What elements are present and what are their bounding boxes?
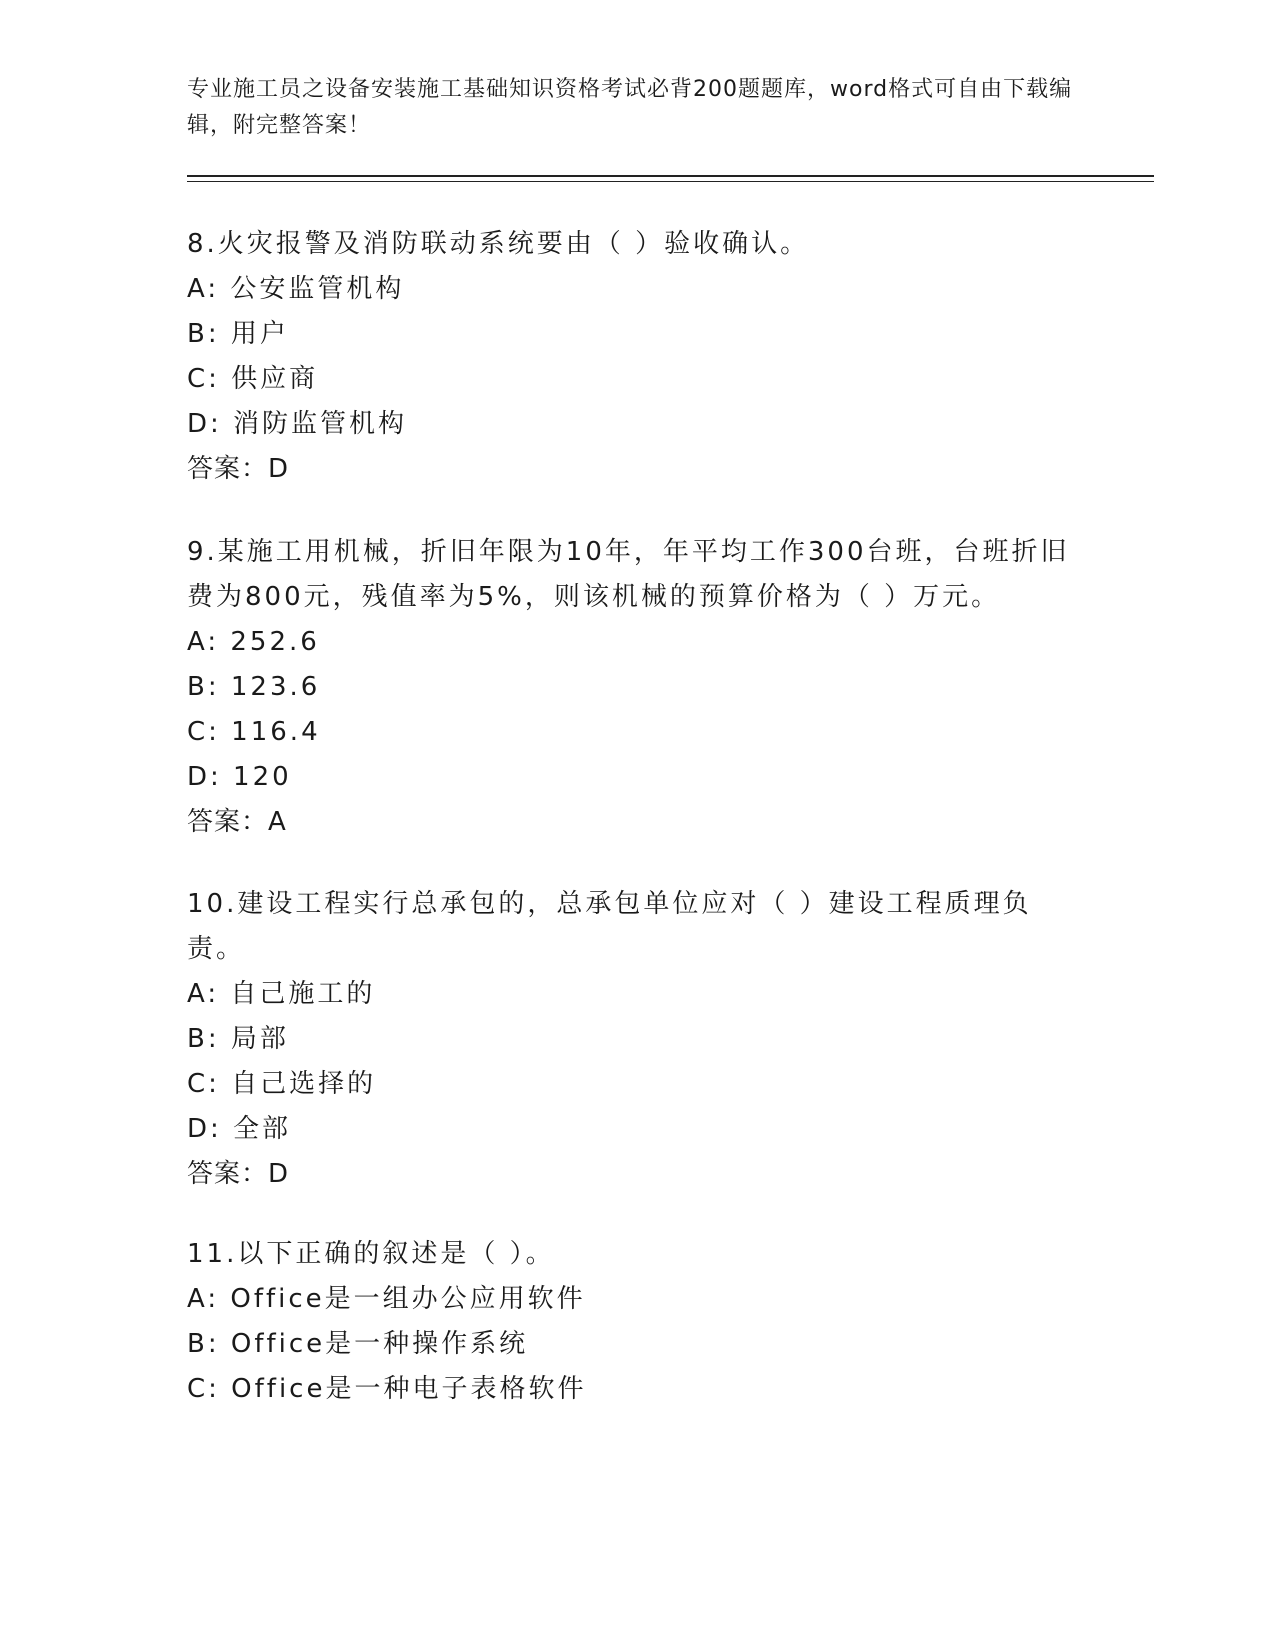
question-11 <box>187 1232 1087 1412</box>
question-stem: 9.某施工用机械，折旧年限为10年，年平均工作300台班，台班折旧费为800元，残值率为5%，则该机械的预算价格为（ ）万元。 <box>187 537 1070 612</box>
answer: 答案：D <box>187 454 290 484</box>
option-a: A: 自己施工的 <box>187 979 376 1009</box>
option-c: C: 供应商 <box>187 364 319 394</box>
document-header: 专业施工员之设备安装施工基础知识资格考试必背200题题库，word格式可自由下载编辑，附完整答案！ <box>187 77 1073 138</box>
header-rule-thick <box>187 175 1154 177</box>
option-d: D: 消防监管机构 <box>187 409 408 439</box>
option-a: A: 252.6 <box>187 627 320 657</box>
option-c: C: 116.4 <box>187 717 321 747</box>
question-9 <box>187 530 1087 845</box>
option-b: B: Office是一种操作系统 <box>187 1329 529 1359</box>
question-8 <box>187 222 1087 492</box>
option-b: B: 123.6 <box>187 672 321 702</box>
option-b: B: 局部 <box>187 1024 289 1054</box>
answer: 答案：A <box>187 807 287 837</box>
header-rule-thin <box>187 181 1154 182</box>
option-c: C: 自己选择的 <box>187 1069 377 1099</box>
question-10 <box>187 882 1087 1197</box>
question-stem: 10.建设工程实行总承包的，总承包单位应对（ ）建设工程质理负责。 <box>187 889 1032 964</box>
question-stem: 11.以下正确的叙述是（ ）。 <box>187 1239 555 1269</box>
option-d: D: 全部 <box>187 1114 292 1144</box>
option-d: D: 120 <box>187 762 292 792</box>
option-a: A: 公安监管机构 <box>187 274 405 304</box>
question-stem: 8.火灾报警及消防联动系统要由（ ）验收确认。 <box>187 229 810 259</box>
option-c: C: Office是一种电子表格软件 <box>187 1374 587 1404</box>
answer: 答案：D <box>187 1159 290 1189</box>
option-a: A: Office是一组办公应用软件 <box>187 1284 586 1314</box>
option-b: B: 用户 <box>187 319 289 349</box>
